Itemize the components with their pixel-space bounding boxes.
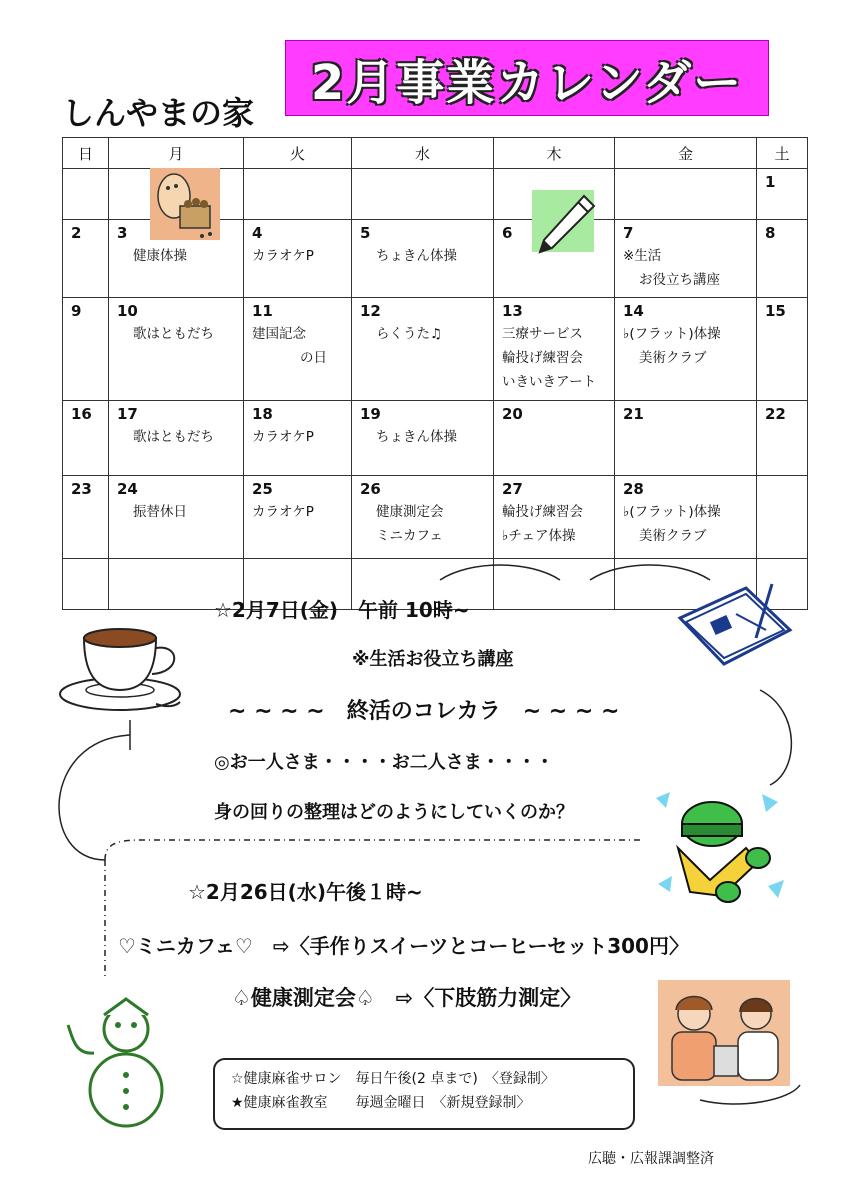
day-number: 16 <box>71 405 92 423</box>
day-event: 建国記念 <box>252 326 306 342</box>
day-cell <box>63 169 109 220</box>
week-row <box>63 476 808 559</box>
event1-theme: ~ ~ ~ ~ 終活のコレカラ ~ ~ ~ ~ <box>228 699 620 724</box>
day-event: 歌はともだち <box>133 429 214 445</box>
day-number: 28 <box>623 480 644 498</box>
day-event: ♭(フラット)体操 <box>623 326 721 342</box>
day-number: 20 <box>502 405 523 423</box>
day-event: ちょきん体操 <box>376 429 457 445</box>
weekday-header-row <box>63 138 808 169</box>
day-cell <box>615 298 757 401</box>
day-cell <box>757 220 808 298</box>
day-event: らくうた♫ <box>376 326 443 342</box>
day-cell <box>63 401 109 476</box>
day-event: カラオケP <box>252 504 314 520</box>
day-cell <box>352 169 494 220</box>
day-number: 4 <box>252 224 263 242</box>
day-event: ちょきん体操 <box>376 248 457 264</box>
day-number: 18 <box>252 405 273 423</box>
title-banner <box>285 40 769 116</box>
day-event: カラオケP <box>252 248 314 264</box>
day-number: 23 <box>71 480 92 498</box>
notebook-pen-icon <box>676 578 794 674</box>
day-event: の日 <box>300 350 327 366</box>
day-cell <box>757 401 808 476</box>
health-check-icon <box>658 980 790 1086</box>
day-cell <box>494 298 615 401</box>
event2-date: ☆2月26日(水)午後１時~ <box>188 880 423 904</box>
day-cell <box>615 169 757 220</box>
day-cell <box>109 401 244 476</box>
day-cell <box>615 401 757 476</box>
event2-cafe: ♡ミニカフェ♡ ⇨〈手作りスイーツとコーヒーセット300円〉 <box>118 934 689 958</box>
weekday-fri: 金 <box>615 138 757 169</box>
day-cell <box>494 476 615 559</box>
day-number: 12 <box>360 302 381 320</box>
day-cell <box>109 476 244 559</box>
day-number <box>352 169 493 193</box>
day-cell <box>494 401 615 476</box>
day-number: 3 <box>117 224 128 242</box>
day-number: 24 <box>117 480 138 498</box>
day-number <box>757 476 807 500</box>
day-event: 健康体操 <box>133 248 187 264</box>
day-cell <box>63 220 109 298</box>
page-title: 2月事業カレンダー <box>310 54 744 111</box>
weekday-tue: 火 <box>244 138 352 169</box>
day-number: 19 <box>360 405 381 423</box>
day-number <box>63 169 108 193</box>
day-number: 7 <box>623 224 634 242</box>
day-event: 三療サービス <box>502 326 583 342</box>
event2-health: ♤健康測定会♤ ⇨〈下肢筋力測定〉 <box>232 986 582 1010</box>
day-cell <box>757 169 808 220</box>
day-number: 13 <box>502 302 523 320</box>
day-number: 11 <box>252 302 273 320</box>
day-cell <box>244 169 352 220</box>
week-row <box>63 298 808 401</box>
day-event: カラオケP <box>252 429 314 445</box>
day-number: 25 <box>252 480 273 498</box>
event1-line2: 身の回りの整理はどのようにしていくのか？ <box>214 802 574 823</box>
day-cell <box>244 401 352 476</box>
org-name: しんやまの家 <box>62 94 255 132</box>
day-event: 歌はともだち <box>133 326 214 342</box>
day-cell <box>757 298 808 401</box>
day-event: 輪投げ練習会 <box>502 504 583 520</box>
day-number: 15 <box>765 302 786 320</box>
mahjong-class: ★健康麻雀教室 毎週金曜日 〈新規登録制〉 <box>231 1095 531 1111</box>
day-cell <box>63 476 109 559</box>
weekday-wed: 水 <box>352 138 494 169</box>
day-cell <box>109 298 244 401</box>
day-event: 輪投げ練習会 <box>502 350 583 366</box>
day-number: 17 <box>117 405 138 423</box>
day-event: お役立ち講座 <box>639 272 720 288</box>
day-event: 美術クラブ <box>639 528 707 544</box>
day-cell <box>615 476 757 559</box>
day-cell <box>352 476 494 559</box>
day-cell <box>244 220 352 298</box>
day-cell <box>352 401 494 476</box>
weekday-sun: 日 <box>63 138 109 169</box>
mahjong-salon: ☆健康麻雀サロン 毎日午後(2 卓まで) 〈登録制〉 <box>231 1071 555 1087</box>
pencil-icon <box>532 190 602 260</box>
day-number: 9 <box>71 302 82 320</box>
day-cell <box>63 298 109 401</box>
day-number: 27 <box>502 480 523 498</box>
day-cell <box>244 298 352 401</box>
day-number <box>244 169 351 193</box>
snowman-icon <box>64 995 182 1130</box>
weekday-thu: 木 <box>494 138 615 169</box>
day-event: ♭チェア体操 <box>502 528 576 544</box>
footer-note: 広聴・広報課調整済 <box>588 1151 714 1167</box>
day-number: 6 <box>502 224 513 242</box>
week-row <box>63 401 808 476</box>
day-event: ミニカフェ <box>376 528 443 544</box>
day-event: ♭(フラット)体操 <box>623 504 721 520</box>
day-number: 14 <box>623 302 644 320</box>
day-event: 健康測定会 <box>376 504 444 520</box>
day-cell <box>615 220 757 298</box>
day-number: 8 <box>765 224 776 242</box>
day-number: 10 <box>117 302 138 320</box>
mahjong-info-box <box>213 1058 635 1130</box>
day-event: 美術クラブ <box>639 350 707 366</box>
day-cell <box>244 476 352 559</box>
event1-date: ☆2月7日(金) 午前 10時~ <box>214 598 470 622</box>
day-cell <box>352 298 494 401</box>
day-event: 振替休日 <box>133 504 187 520</box>
day-number: 26 <box>360 480 381 498</box>
day-number: 2 <box>71 224 82 242</box>
weekday-mon: 月 <box>109 138 244 169</box>
event1-name: ※生活お役立ち講座 <box>352 649 514 670</box>
day-number: 22 <box>765 405 786 423</box>
event1-line1: ◎お一人さま・・・・お二人さま・・・・ <box>214 752 554 773</box>
winter-hat-scarf-icon <box>650 788 790 912</box>
day-number: 1 <box>765 173 776 191</box>
day-number: 21 <box>623 405 644 423</box>
day-cell <box>757 476 808 559</box>
weekday-sat: 土 <box>757 138 808 169</box>
day-cell <box>352 220 494 298</box>
soybean-bag-icon <box>150 168 220 240</box>
day-event: ※生活 <box>623 248 662 264</box>
day-number <box>615 169 756 193</box>
day-event: いきいきアート <box>502 374 597 390</box>
day-number: 5 <box>360 224 371 242</box>
coffee-cup-icon <box>58 616 188 716</box>
